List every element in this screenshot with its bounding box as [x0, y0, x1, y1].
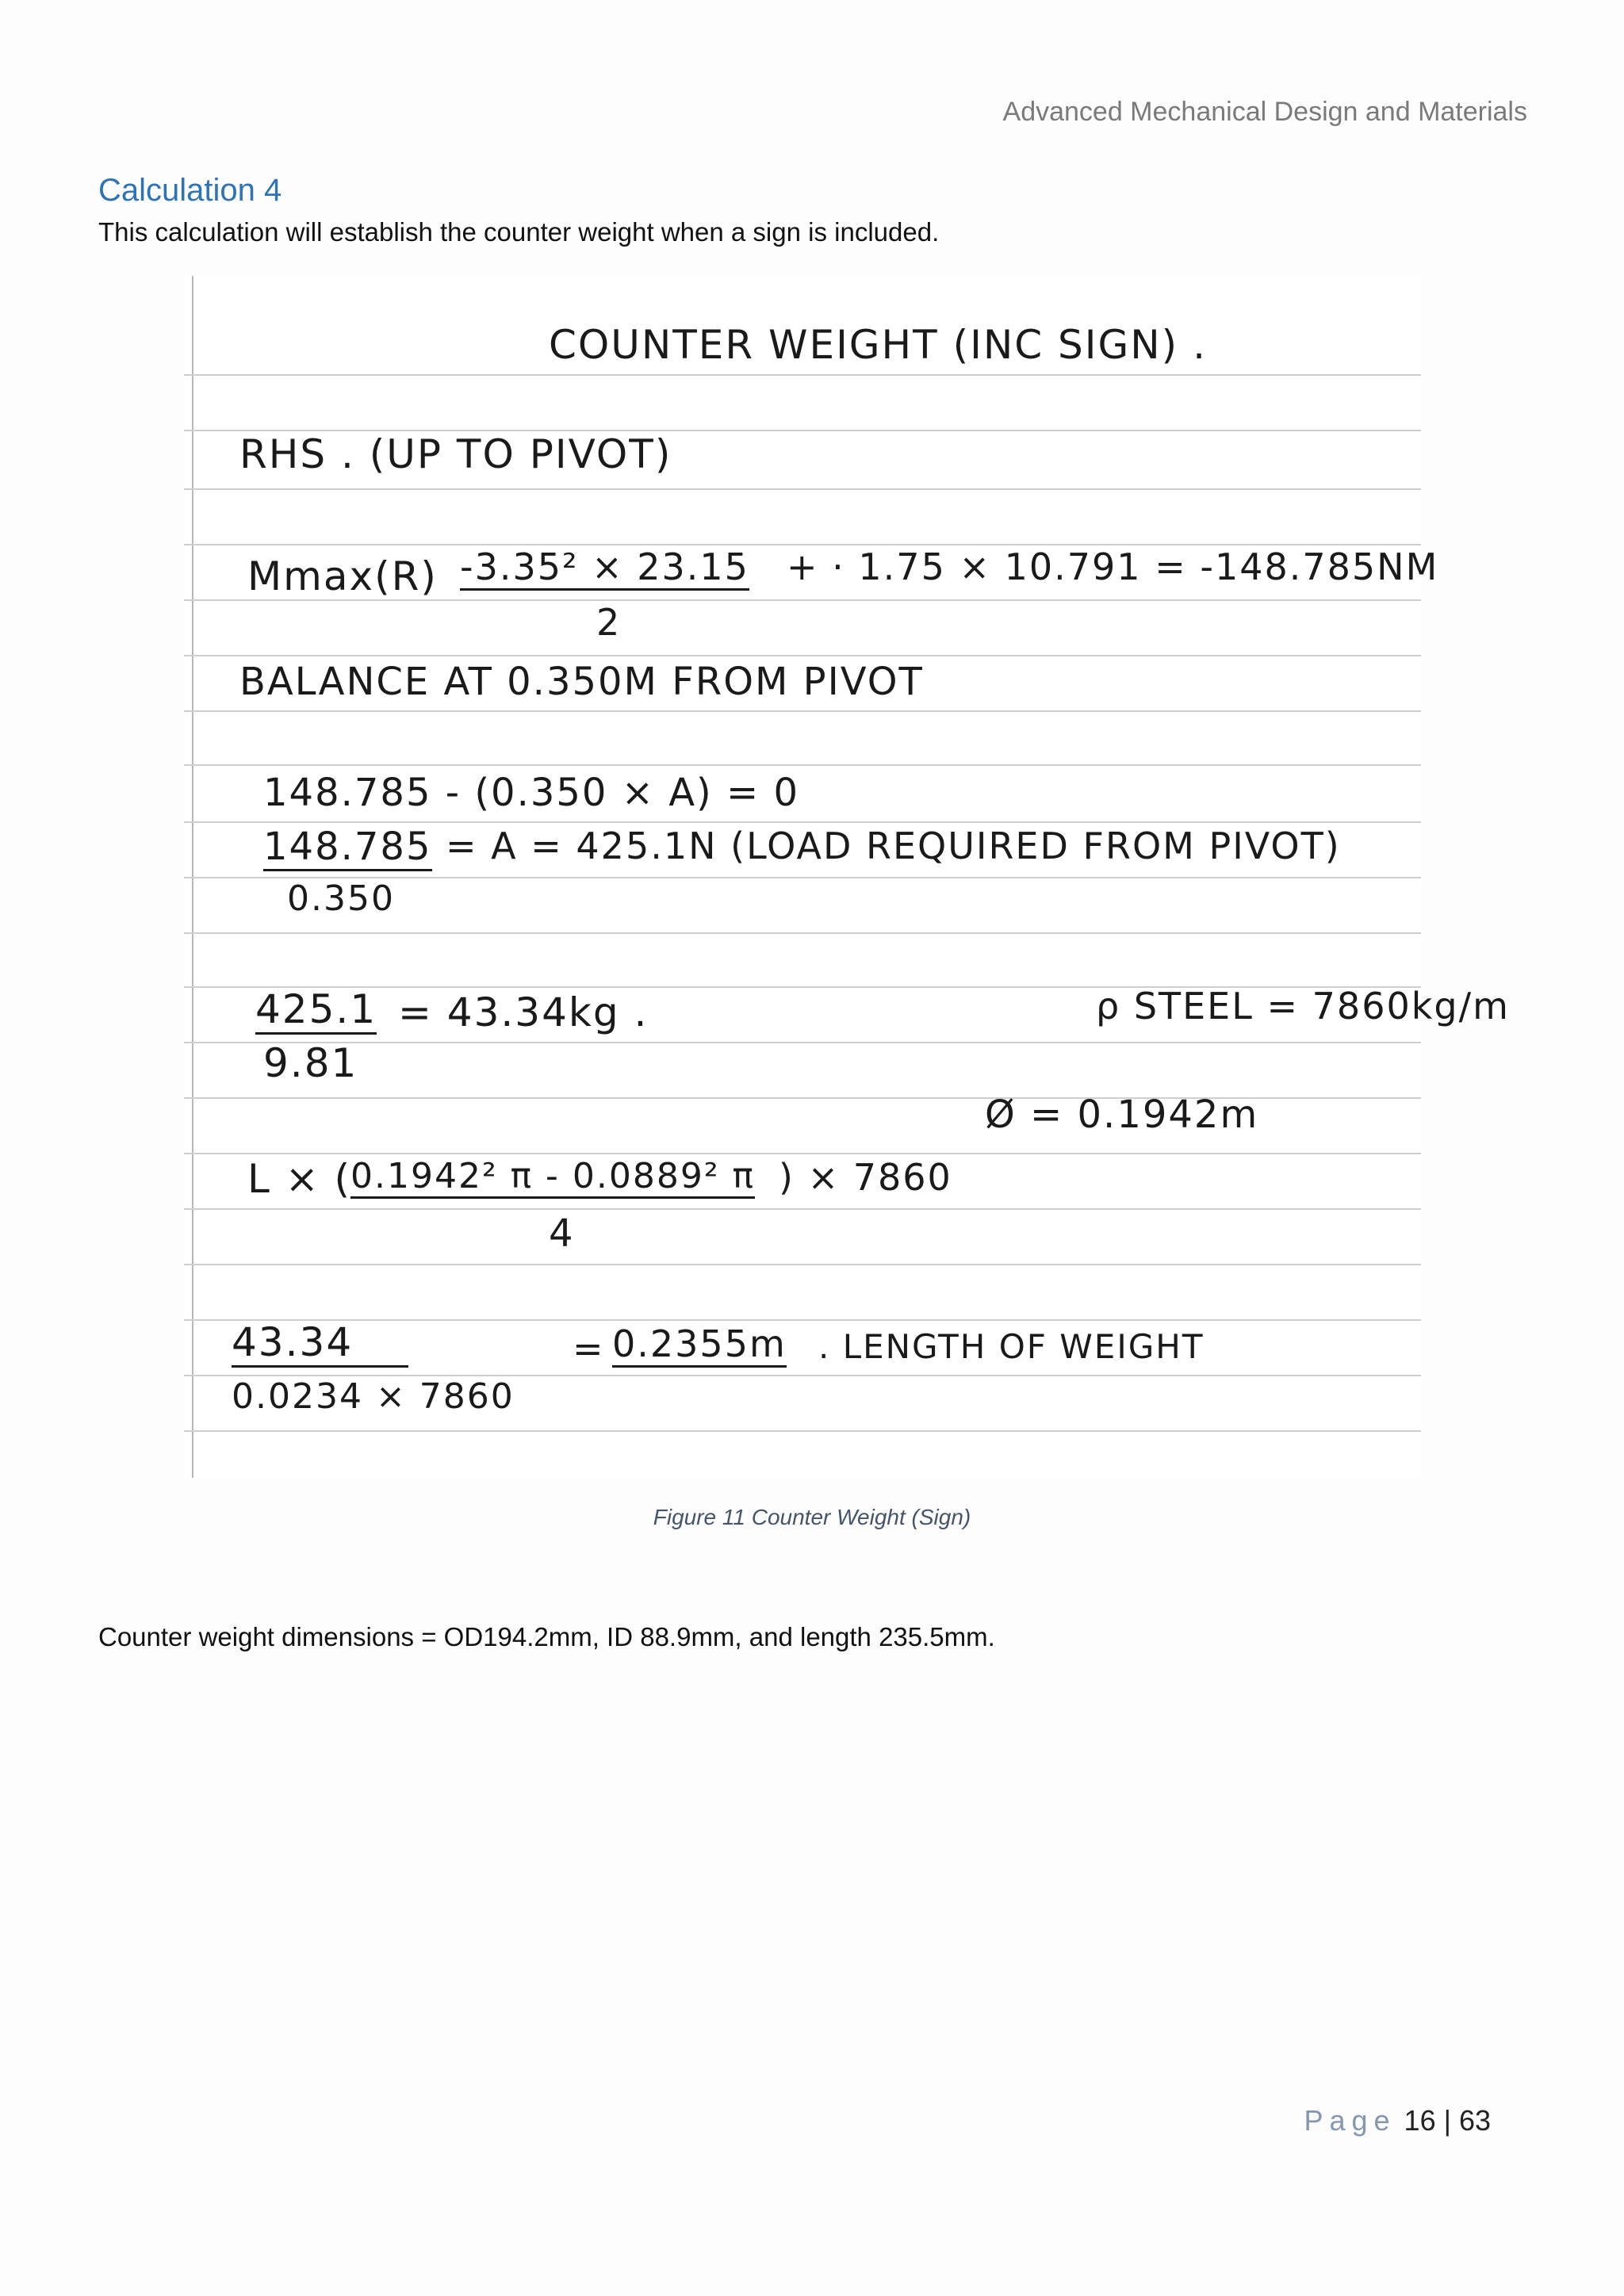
hw-balance: BALANCE AT 0.350M FROM PIVOT: [239, 660, 924, 704]
ruled-line: [184, 932, 1421, 934]
ruled-line: [184, 821, 1421, 823]
hw-steel-density: ρ STEEL = 7860kg/m: [1096, 985, 1510, 1027]
hw-eq2-rest: = A = 425.1N (LOAD REQUIRED FROM PIVOT): [446, 825, 1341, 867]
hw-mmax-rest: + · 1.75 × 10.791 = -148.785NM: [787, 545, 1439, 588]
page-footer: [1304, 2104, 1491, 2137]
hw-volume-lead: L × (: [247, 1156, 352, 1202]
hw-volume-rest: ) × 7860: [779, 1156, 952, 1199]
hw-diameter: Ø = 0.1942m: [985, 1093, 1259, 1137]
ruled-line: [184, 710, 1421, 712]
hw-mass-denominator: 9.81: [263, 1040, 358, 1086]
section-title: Calculation 4: [98, 173, 282, 208]
ruled-line: [184, 1208, 1421, 1210]
ruled-line: [184, 1153, 1421, 1154]
figure-caption: Figure 11 Counter Weight (Sign): [653, 1505, 971, 1529]
document-header: Advanced Mechanical Design and Materials: [1002, 97, 1527, 127]
hw-mmax-numerator: -3.35² × 23.15: [460, 545, 749, 591]
page-word: Page: [1304, 2104, 1396, 2137]
ruled-line: [184, 1264, 1421, 1265]
hw-length-numerator: 43.34: [232, 1319, 408, 1368]
ruled-line: [184, 488, 1421, 490]
hw-volume-numerator: 0.1942² π - 0.0889² π: [350, 1156, 755, 1199]
hw-eq1: 148.785 - (0.350 × A) = 0: [263, 771, 800, 815]
ruled-line: [184, 1430, 1421, 1432]
hw-length-denominator: 0.0234 × 7860: [232, 1376, 515, 1417]
hw-eq2-numerator: 148.785: [263, 825, 432, 871]
ruled-line: [184, 764, 1421, 766]
hw-volume-denominator: 4: [549, 1211, 575, 1256]
intro-paragraph: This calculation will establish the counter weight when a sign is included.: [98, 217, 940, 247]
ruled-line: [184, 599, 1421, 601]
hw-title: COUNTER WEIGHT (INC SIGN) .: [549, 322, 1207, 368]
ruled-line: [184, 1042, 1421, 1043]
hw-rhs: RHS . (UP TO PIVOT): [239, 431, 672, 477]
hw-length-note: . LENGTH OF WEIGHT: [818, 1327, 1205, 1366]
hw-mass-result: = 43.34kg .: [398, 989, 649, 1035]
page-number: 16: [1404, 2104, 1436, 2137]
handwritten-calculation-image: [184, 276, 1510, 1478]
hw-length-result: 0.2355m: [612, 1322, 787, 1368]
hw-mass-numerator: 425.1: [255, 986, 377, 1035]
hw-mmax-label: Mmax(R): [247, 553, 438, 599]
summary-paragraph: Counter weight dimensions = OD194.2mm, ID 88.9mm, and length 235.5mm.: [98, 1622, 995, 1651]
ruled-line: [184, 374, 1421, 376]
hw-mmax-denominator: 2: [596, 601, 622, 644]
total-pages: 63: [1458, 2104, 1491, 2137]
page-separator: |: [1443, 2104, 1451, 2137]
ruled-line: [184, 655, 1421, 656]
hw-length-equals: =: [573, 1327, 605, 1370]
hw-eq2-denominator: 0.350: [287, 878, 395, 919]
